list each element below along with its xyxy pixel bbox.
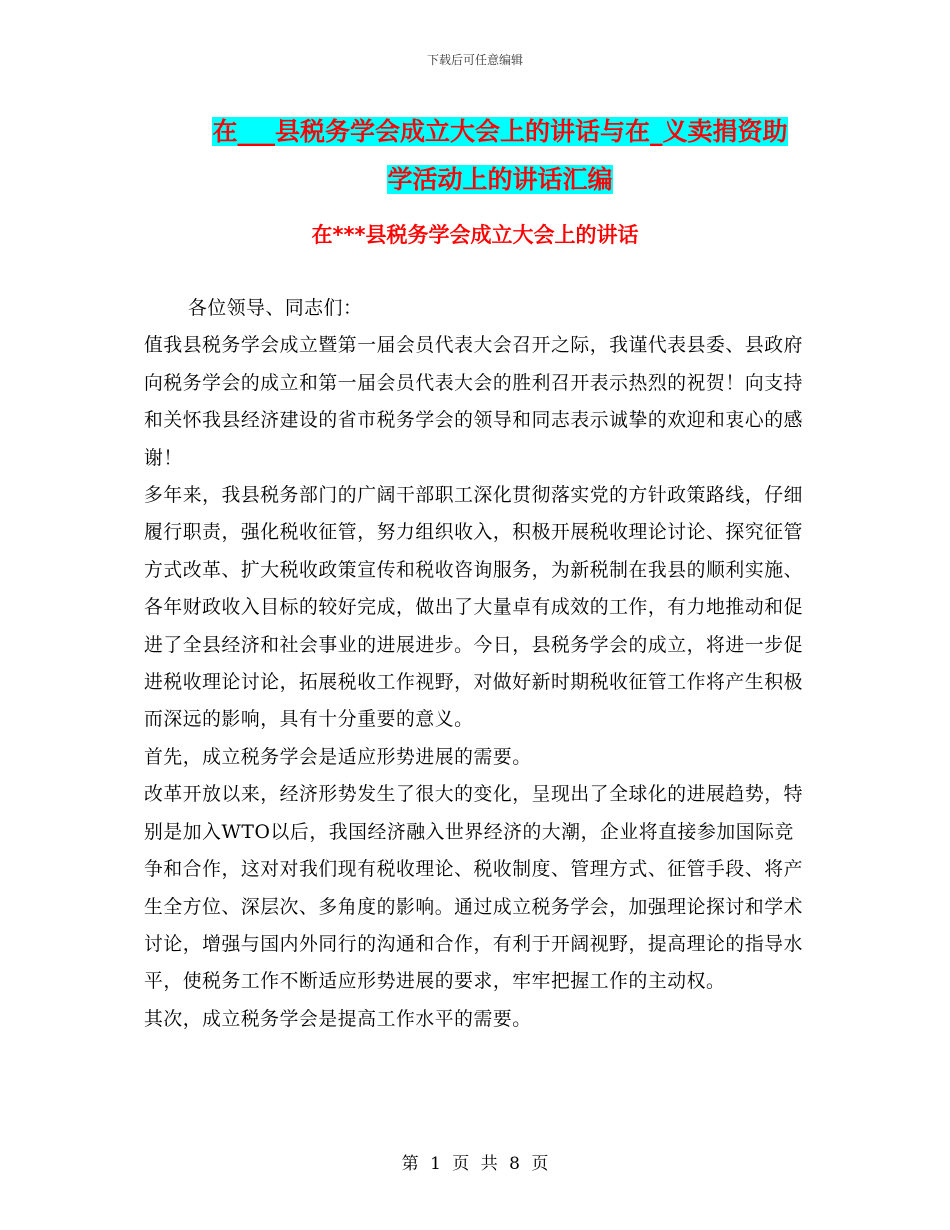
document-title	[150, 108, 850, 204]
page-header-note: 下载后可任意编辑	[426, 53, 523, 67]
section-title: 在***县税务学会成立大会上的讲话	[311, 223, 639, 247]
greeting-paragraph: 各位领导、同志们：	[188, 298, 363, 319]
document-title-line-1: 在___县税务学会成立大会上的讲话与在_义卖捐资助	[212, 117, 788, 146]
body-text	[144, 290, 804, 1038]
paragraph-achievements: 多年来，我县税务部门的广阔干部职工深化贯彻落实党的方针政策路线，仔细履行职责，强化税收征管，努力组织收入，积极开展税收理论讨论、探究征管方式改革、扩大税收政策宣传和税收咨询服务，为新税制在我县的顺利实施、各年财政收入目标的较好完成，做出了大量卓有成效的工作，有力地推动和促进了全县经济和社会事业的进展进步。今日，县税务学会的成立，将进一步促进税收理论讨论，拓展税收工作视野，对做好新时期税收征管工作将产生积极而深远的影响，具有十分重要的意义。	[144, 485, 803, 731]
page-number-footer: 第 1 页 共 8 页	[401, 1154, 549, 1174]
paragraph-congratulations: 值我县税务学会成立暨第一届会员代表大会召开之际，我谨代表县委、县政府向税务学会的成立和第一届会员代表大会的胜利召开表示热烈的祝贺！向支持和关怀我县经济建设的省市税务学会的领导和同志表示诚挚的欢迎和衷心的感谢！	[144, 335, 803, 469]
paragraph-first-point: 首先，成立税务学会是适应形势进展的需要。	[144, 746, 532, 768]
document-title-line-2: 学活动上的讲话汇编	[387, 165, 613, 194]
paragraph-second-point: 其次，成立税务学会是提高工作水平的需要。	[144, 1008, 532, 1030]
paragraph-first-point-detail: 改革开放以来，经济形势发生了很大的变化，呈现出了全球化的进展趋势，特别是加入WTO以后，我国经济融入世界经济的大潮，企业将直接参加国际竞争和合作，这对对我们现有税收理论、税收制度、管理方式、征管手段、将产生全方位、深层次、多角度的影响。通过成立税务学会，加强理论探讨和学术讨论，增强与国内外同行的沟通和合作，有利于开阔视野，提高理论的指导水平，使税务工作不断适应形势进展的要求，牢牢把握工作的主动权。	[144, 784, 803, 993]
